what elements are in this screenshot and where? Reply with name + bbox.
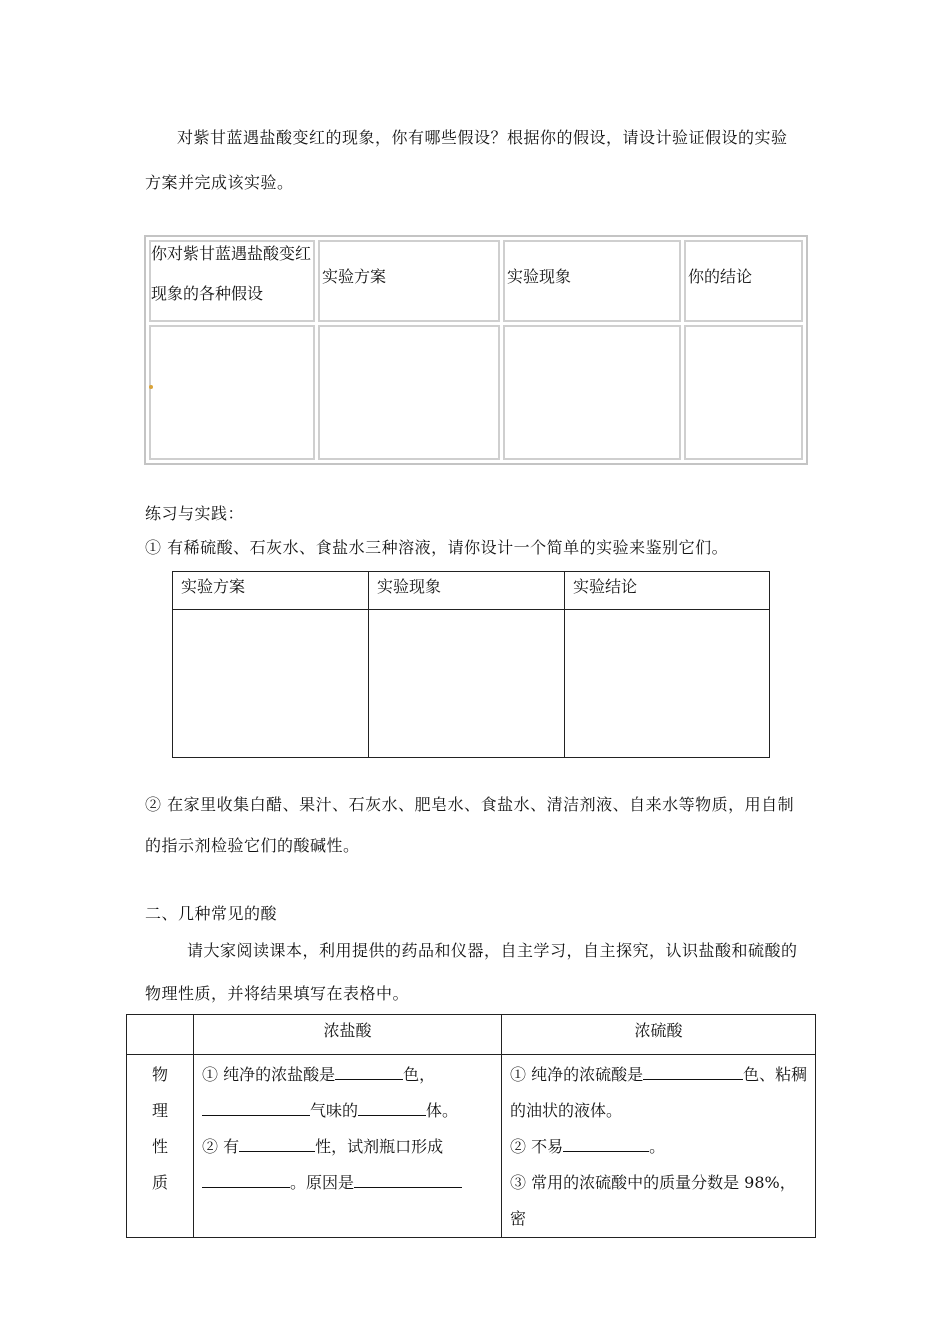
table2-cell[interactable]: [565, 610, 770, 758]
practice-question-2-line-1: ② 在家里收集白醋、果汁、石灰水、肥皂水、食盐水、清洁剂液、自来水等物质，用自制: [145, 795, 795, 814]
identification-table: [172, 571, 770, 758]
table2-header-phenomenon: 实验现象: [369, 572, 565, 610]
table3-h2so4-properties: ① 纯净的浓硫酸是 色、粘稠 的油状的液体。 ② 不易 。 ③ 常用的浓硫酸中的质量分数是 98%，密: [502, 1055, 816, 1238]
table1-header-hypothesis: 你对紫甘蓝遇盐酸变红 现象的各种假设: [149, 240, 315, 322]
table1-header-phenomenon: 实验现象: [503, 240, 681, 322]
section-2-title: 二、几种常见的酸: [145, 904, 278, 923]
table1-cell[interactable]: [503, 325, 681, 460]
practice-question-1: ① 有稀硫酸、石灰水、食盐水三种溶液，请你设计一个简单的实验来鉴别它们。: [145, 538, 729, 557]
table2-cell[interactable]: [173, 610, 369, 758]
practice-title: 练习与实践：: [145, 504, 245, 523]
fill-blank[interactable]: [358, 1099, 426, 1116]
table3-header-hcl: 浓盐酸: [194, 1015, 502, 1055]
table3-side-label: 物 理 性 质: [127, 1055, 194, 1238]
fill-blank[interactable]: [643, 1063, 743, 1080]
section-2-line-2: 物理性质，并将结果填写在表格中。: [145, 984, 410, 1003]
table2-header-plan: 实验方案: [173, 572, 369, 610]
table3-corner-cell: [127, 1015, 194, 1055]
marker-dot: [149, 385, 153, 389]
table1-cell[interactable]: [149, 325, 315, 460]
acid-properties-table: [126, 1014, 816, 1238]
fill-blank[interactable]: [354, 1171, 462, 1188]
practice-question-2-line-2: 的指示剂检验它们的酸碱性。: [145, 836, 360, 855]
intro-line-2: 方案并完成该实验。: [145, 173, 294, 192]
fill-blank[interactable]: [202, 1171, 290, 1188]
intro-line-1: 对紫甘蓝遇盐酸变红的现象，你有哪些假设？根据你的假设，请设计验证假设的实验: [177, 128, 788, 147]
fill-blank[interactable]: [239, 1135, 315, 1152]
table1-cell[interactable]: [684, 325, 803, 460]
table3-hcl-properties: ① 纯净的浓盐酸是 色， 气味的 体。 ② 有 性，试剂瓶口形成 。原因是: [194, 1055, 502, 1238]
fill-blank[interactable]: [335, 1063, 403, 1080]
fill-blank[interactable]: [202, 1099, 310, 1116]
table3-header-h2so4: 浓硫酸: [502, 1015, 816, 1055]
table1-cell[interactable]: [318, 325, 500, 460]
table1-header-conclusion: 你的结论: [684, 240, 803, 322]
section-2-line-1: 请大家阅读课本，利用提供的药品和仪器，自主学习，自主探究，认识盐酸和硫酸的: [187, 941, 798, 960]
table1-header-plan: 实验方案: [318, 240, 500, 322]
table2-header-conclusion: 实验结论: [565, 572, 770, 610]
fill-blank[interactable]: [563, 1135, 649, 1152]
hypothesis-table: [144, 235, 808, 465]
table2-cell[interactable]: [369, 610, 565, 758]
